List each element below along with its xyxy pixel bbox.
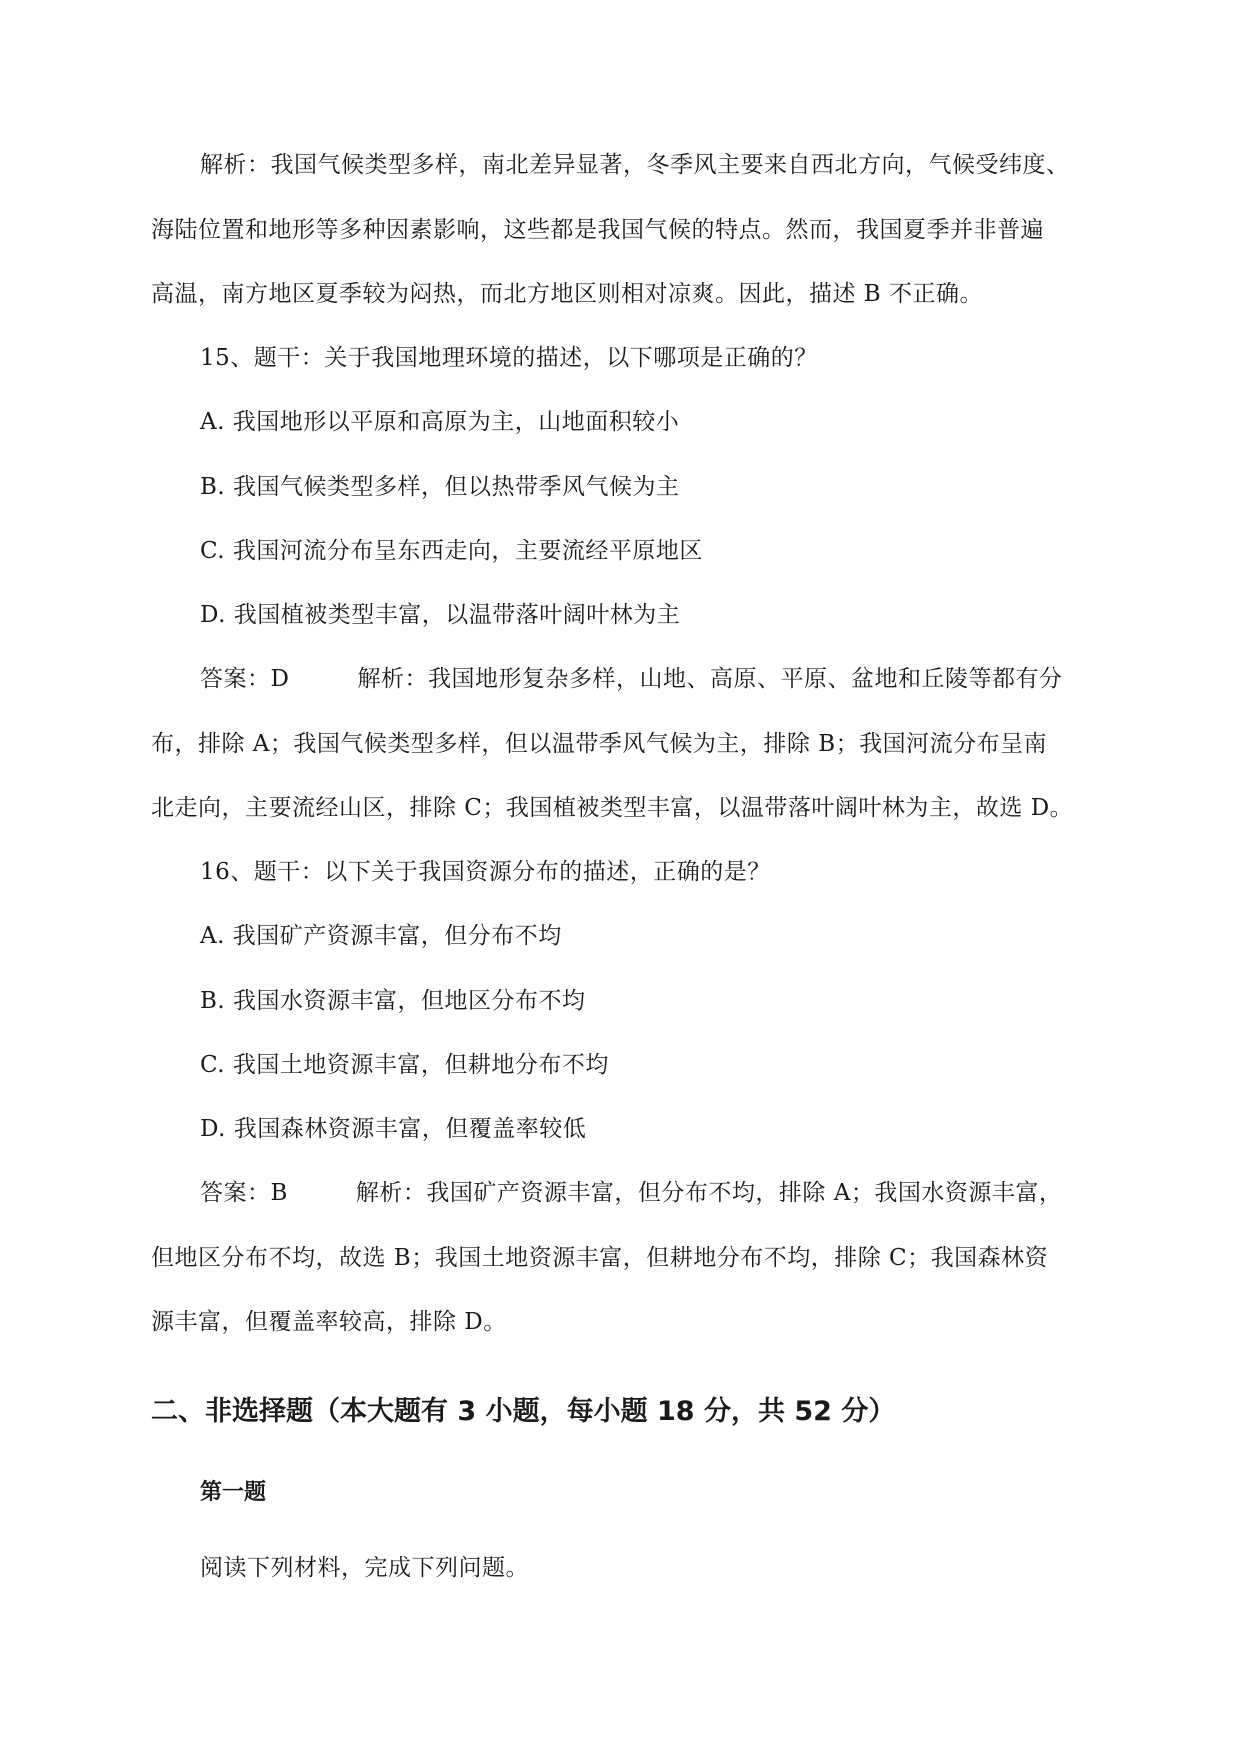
q16-option-c: C. 我国土地资源丰富，但耕地分布不均 (200, 1052, 609, 1078)
question-heading: 第一题 (200, 1480, 267, 1505)
q16-option-a: A. 我国矿产资源丰富，但分布不均 (200, 923, 562, 949)
q15-answer: 答案：D (200, 666, 290, 692)
q14-explanation-line-1: 解析：我国气候类型多样，南北差异显著，冬季风主要来自西北方向，气候受纬度、 (200, 152, 1070, 178)
section-heading: 二、非选择题（本大题有 3 小题，每小题 18 分，共 52 分） (151, 1396, 896, 1427)
q16-option-d: D. 我国森林资源丰富，但覆盖率较低 (200, 1116, 587, 1142)
q15-option-b: B. 我国气候类型多样，但以热带季风气候为主 (200, 474, 680, 500)
q15-stem: 15、题干：关于我国地理环境的描述，以下哪项是正确的？ (200, 345, 818, 371)
q16-explanation-line-1: 解析：我国矿产资源丰富，但分布不均，排除 A；我国水资源丰富， (355, 1180, 1063, 1206)
q16-explanation-line-2: 但地区分布不均，故选 B；我国土地资源丰富，但耕地分布不均，排除 C；我国森林资 (151, 1245, 1049, 1271)
q15-option-a: A. 我国地形以平原和高原为主，山地面积较小 (200, 409, 680, 435)
q16-option-b: B. 我国水资源丰富，但地区分布不均 (200, 988, 586, 1014)
q15-explanation-line-2: 布，排除 A；我国气候类型多样，但以温带季风气候为主，排除 B；我国河流分布呈南 (151, 731, 1048, 757)
q15-explanation-line-3: 北走向，主要流经山区，排除 C；我国植被类型丰富，以温带落叶阔叶林为主，故选 D。 (151, 795, 1074, 821)
q14-explanation-line-2: 海陆位置和地形等多种因素影响，这些都是我国气候的特点。然而，我国夏季并非普遍 (151, 217, 1044, 243)
q14-explanation-line-3: 高温，南方地区夏季较为闷热，而北方地区则相对凉爽。因此，描述 B 不正确。 (151, 281, 984, 307)
q15-option-c: C. 我国河流分布呈东西走向，主要流经平原地区 (200, 538, 703, 564)
q15-explanation-line-1: 解析：我国地形复杂多样，山地、高原、平原、盆地和丘陵等都有分 (357, 666, 1063, 692)
q16-answer: 答案：B (200, 1180, 288, 1206)
q16-stem: 16、题干：以下关于我国资源分布的描述，正确的是？ (200, 859, 771, 885)
reading-instruction: 阅读下列材料，完成下列问题。 (200, 1555, 529, 1581)
q16-explanation-line-3: 源丰富，但覆盖率较高，排除 D。 (151, 1309, 507, 1335)
q16-answer-line (200, 1178, 1062, 1208)
q15-option-d: D. 我国植被类型丰富，以温带落叶阔叶林为主 (200, 602, 681, 628)
q15-answer-line (200, 664, 1062, 694)
